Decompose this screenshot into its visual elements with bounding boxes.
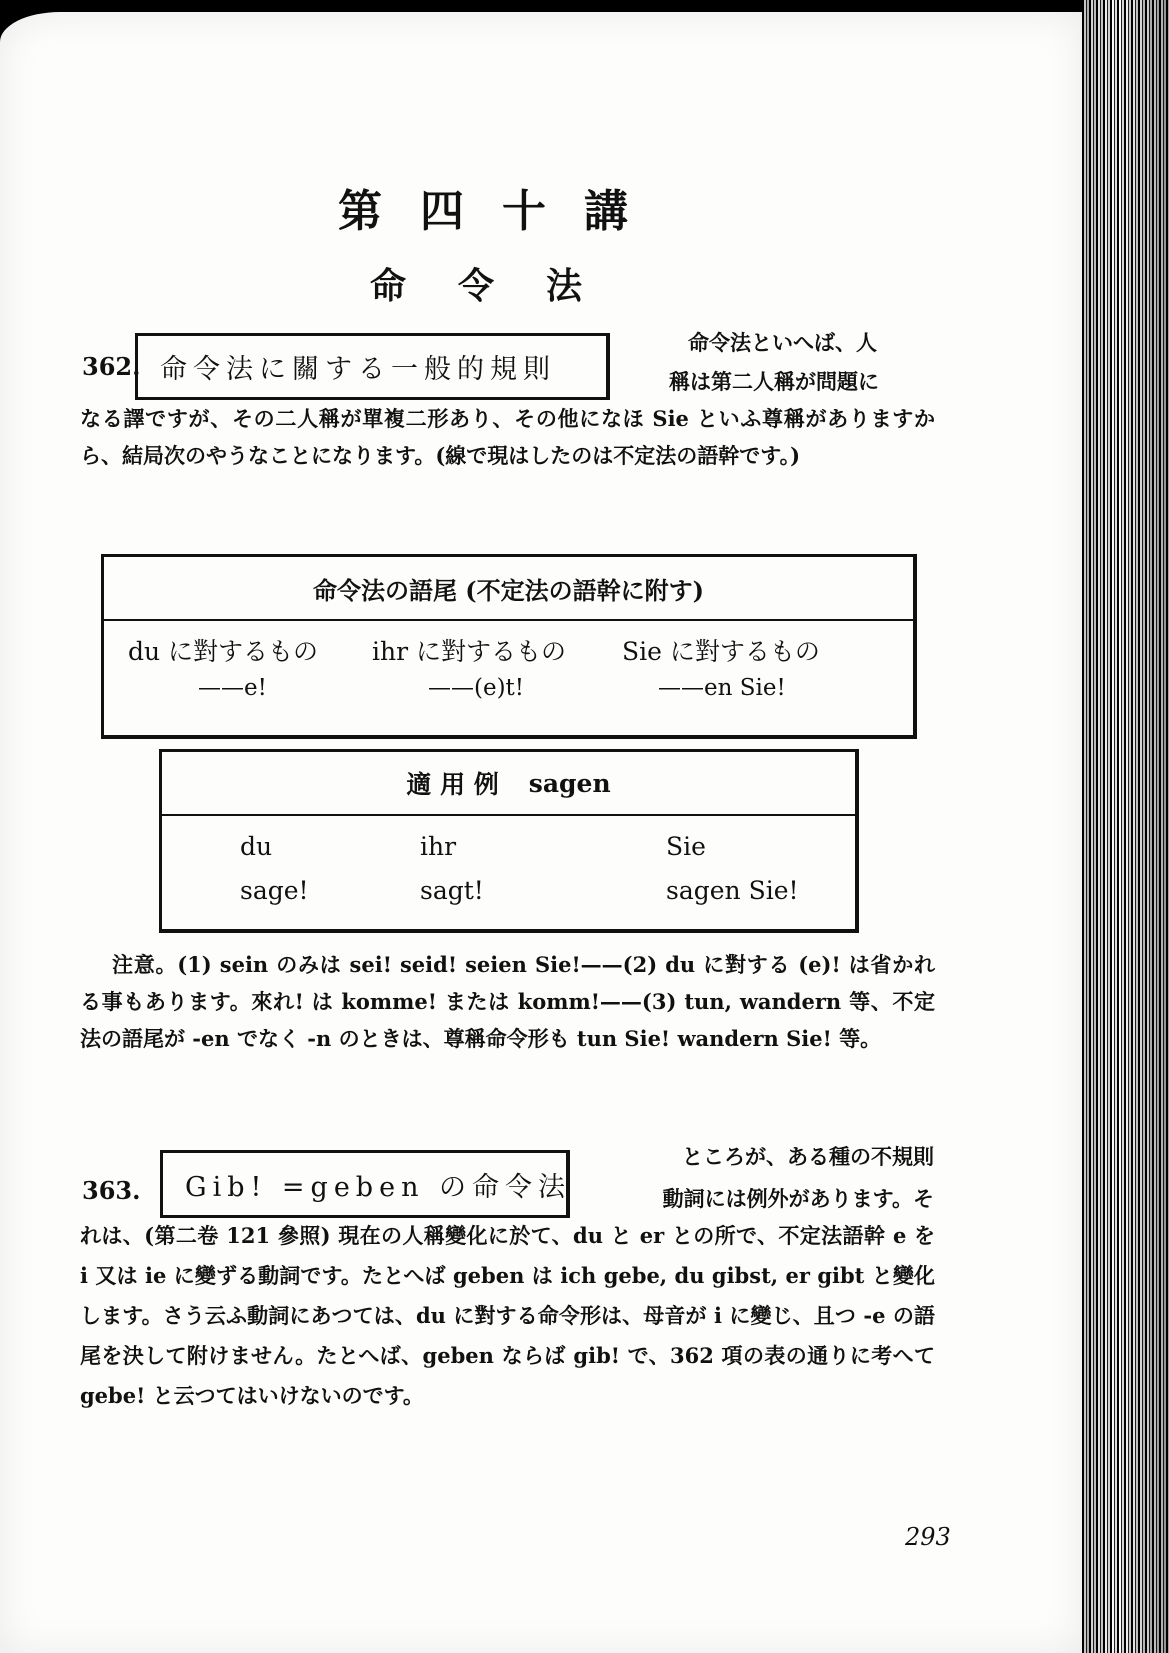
section-363-number: 363. <box>82 1176 141 1205</box>
example-table-header <box>162 752 855 816</box>
section-362-side-line1: 命令法といへば、人 <box>688 330 877 355</box>
section-362-number: 362. <box>82 352 141 381</box>
section-362-heading: 命令法に關する一般的規則 <box>135 333 610 400</box>
example-form-sie: sagen Sie! <box>666 876 799 905</box>
ending-label-ihr: ihr に對するもの <box>372 637 566 666</box>
ending-label-sie: Sie に對するもの <box>622 637 820 666</box>
section-362-body: なる譯ですが、その二人稱が單複二形あり、その他になほ Sie といふ尊稱がありますから、結局次のやうなことになります。(線で現はしたのは不定法の語幹です。) <box>80 406 935 468</box>
section-363-heading: Gib! =geben の命令法 <box>160 1150 570 1218</box>
example-table <box>159 749 859 933</box>
example-header-verb: sagen <box>528 768 611 798</box>
ending-table <box>101 554 917 739</box>
chapter-subtitle: 命令法 <box>370 265 635 307</box>
ending-table-header: 命令法の語尾 (不定法の語幹に附す) <box>104 557 913 621</box>
section-362-side-line2: 稱は第二人稱が問題に <box>669 369 879 394</box>
section-363-side-line1: ところが、ある種の不規則 <box>682 1144 934 1169</box>
example-header-label: 適 用 例 <box>406 770 499 799</box>
page-number: 293 <box>905 1523 951 1551</box>
example-pronoun-du: du <box>240 832 273 861</box>
example-form-du: sage! <box>240 876 309 905</box>
section-363-body: れは、(第二卷 121 參照) 現在の人稱變化に於て、du と er との所で、不定法語幹 e を i 又は ie に變ずる動詞です。たとへば geben は ich gebe, du gibst, er gibt と變化します。さう云ふ動詞にあつては、du に對する命令形は、母音が i に變じ、且つ -e の語尾を決して附けません。たとへば、geben ならば gib! で、362 項の表の通りに考へて gebe! と云つてはいけないのです。 <box>80 1223 935 1408</box>
ending-ihr: ——(e)t! <box>428 675 525 701</box>
note-paragraph: 注意。(1) sein のみは sei! seid! seien Sie!——(2) du に對する (e)! は省かれる事もあります。來れ! は komme! または komm!——(3) tun, wandern 等、不定法の語尾が -en でなく -n のときは、尊稱命令形も tun Sie! wandern Sie! 等。 <box>80 952 935 1051</box>
page-edges-shadow <box>1082 0 1169 1653</box>
example-form-ihr: sagt! <box>420 876 484 905</box>
ending-sie: ——en Sie! <box>658 675 786 701</box>
example-pronoun-sie: Sie <box>666 832 706 861</box>
section-363-side-line2: 動詞には例外があります。そ <box>662 1186 934 1211</box>
ending-label-du: du に對するもの <box>128 637 319 666</box>
ending-du: ——e! <box>198 675 267 701</box>
example-pronoun-ihr: ihr <box>420 832 457 861</box>
chapter-title: 第四十講 <box>338 186 666 237</box>
